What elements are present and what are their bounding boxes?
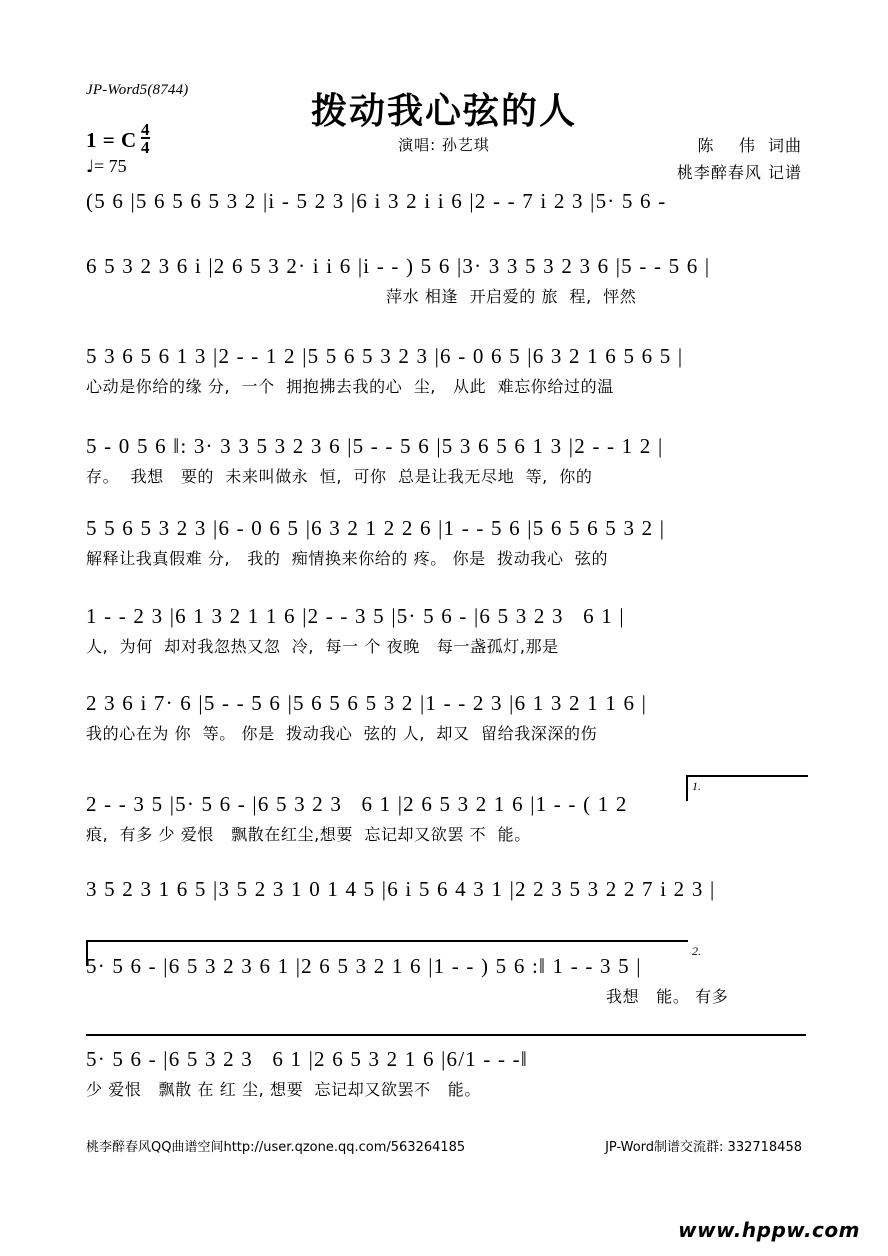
lyrics-line: 少 爱恨 飘散 在 红 尘, 想要 忘记却又欲罢不 能。 [86, 1080, 482, 1100]
lyrics-line: 痕, 有多 少 爱恨 飘散在红尘,想要 忘记却又欲罢 不 能。 [86, 825, 531, 845]
lyrics-line: 萍水 相逢 开启爱的 旅 程, 怦然 [386, 287, 637, 307]
notation-line: 6 5 3 2 3 6 i |2 6 5 3 2· i i 6 |i - - ) 5 6 |3· 3 3 5 3 2 3 6 |5 - - 5 6 | [86, 254, 711, 278]
volta-label: 2. [692, 944, 701, 958]
notation-line: 1 - - 2 3 |6 1 3 2 1 1 6 |2 - - 3 5 |5· 5 6 - |6 5 3 2 3 6 1 | [86, 604, 625, 628]
footer-qq-group: JP-Word制谱交流群: 332718458 [605, 1140, 802, 1155]
music-system [86, 793, 806, 845]
music-system [86, 692, 806, 744]
time-signature-numerator: 4 [141, 120, 150, 139]
music-system [86, 345, 806, 397]
volta-label: 1. [692, 779, 701, 793]
quarter-note-icon: ♩ [86, 157, 95, 177]
page-title: 拨动我心弦的人 [310, 91, 577, 132]
notation-line: 3 5 2 3 1 6 5 |3 5 2 3 1 0 1 4 5 |6 i 5 6 4 3 1 |2 2 3 5 3 2 2 7 i 2 3 | [86, 877, 716, 901]
notation-line: 2 3 6 i 7· 6 |5 - - 5 6 |5 6 5 6 5 3 2 |1 - - 2 3 |6 1 3 2 1 1 6 | [86, 691, 648, 715]
tempo-value: = 75 [94, 156, 127, 176]
music-system [86, 1048, 806, 1100]
notation-line: 5 3 6 5 6 1 3 |2 - - 1 2 |5 5 6 5 3 2 3 |6 - 0 6 5 |6 3 2 1 6 5 6 5 | [86, 344, 684, 368]
lyrics-line: 心动是你给的缘 分, 一个 拥抱拂去我的心 尘, 从此 难忘你给过的温 [86, 377, 614, 397]
singer-label: 演唱: 孙艺琪 [398, 136, 490, 154]
music-system [86, 190, 806, 212]
notation-line: (5 6 |5 6 5 6 5 3 2 |i - 5 2 3 |6 i 3 2 i i 6 |2 - - 7 i 2 3 |5· 5 6 - [86, 189, 667, 213]
music-system [86, 517, 806, 569]
key-signature: 1 = C [86, 128, 137, 152]
notation-line: 5· 5 6 - |6 5 3 2 3 6 1 |2 6 5 3 2 1 6 |1 - - ) 5 6 :‖ 1 - - 3 5 | [86, 954, 642, 978]
music-system [86, 255, 806, 307]
time-signature-denominator: 4 [141, 138, 150, 157]
lyrics-line: 解释让我真假难 分, 我的 痴情换来你给的 疼。 你是 拨动我心 弦的 [86, 549, 609, 569]
notation-line: 5· 5 6 - |6 5 3 2 3 6 1 |2 6 5 3 2 1 6 |6/1 - - -‖ [86, 1047, 528, 1071]
tempo-marking [86, 156, 127, 177]
notation-line: 5 - 0 5 6 ‖: 3· 3 3 5 3 2 3 6 |5 - - 5 6 |5 3 6 5 6 1 3 |2 - - 1 2 | [86, 434, 664, 458]
lyrics-line: 存。 我想 要的 未来叫做永 恒, 可你 总是让我无尽地 等, 你的 [86, 467, 593, 487]
credit-transcriber: 桃李醉春风 记谱 [676, 163, 802, 182]
music-system [86, 435, 806, 487]
music-system [86, 605, 806, 657]
lyrics-line: 我想 能。 有多 [606, 987, 729, 1007]
footer-qq-space-link[interactable]: 桃李醉春风QQ曲谱空间http://user.qzone.qq.com/563264185 [86, 1140, 466, 1155]
software-code-label: JP-Word5(8744) [86, 82, 189, 98]
notation-line: 2 - - 3 5 |5· 5 6 - |6 5 3 2 3 6 1 |2 6 5 3 2 1 6 |1 - - ( 1 2 [86, 792, 628, 816]
notation-line: 5 5 6 5 3 2 3 |6 - 0 6 5 |6 3 2 1 2 2 6 |1 - - 5 6 |5 6 5 6 5 3 2 | [86, 516, 666, 540]
music-system [86, 878, 806, 900]
credit-lyricist: 陈 伟 词曲 [697, 136, 802, 155]
music-system [86, 955, 806, 1007]
lyrics-line: 人, 为何 却对我忽热又忽 冷, 每一 个 夜晚 每一盏孤灯,那是 [86, 637, 559, 657]
site-watermark: www.hppw.com [678, 1218, 860, 1242]
lyrics-line: 我的心在为 你 等。 你是 拨动我心 弦的 人, 却又 留给我深深的伤 [86, 724, 598, 744]
time-signature [141, 122, 150, 155]
